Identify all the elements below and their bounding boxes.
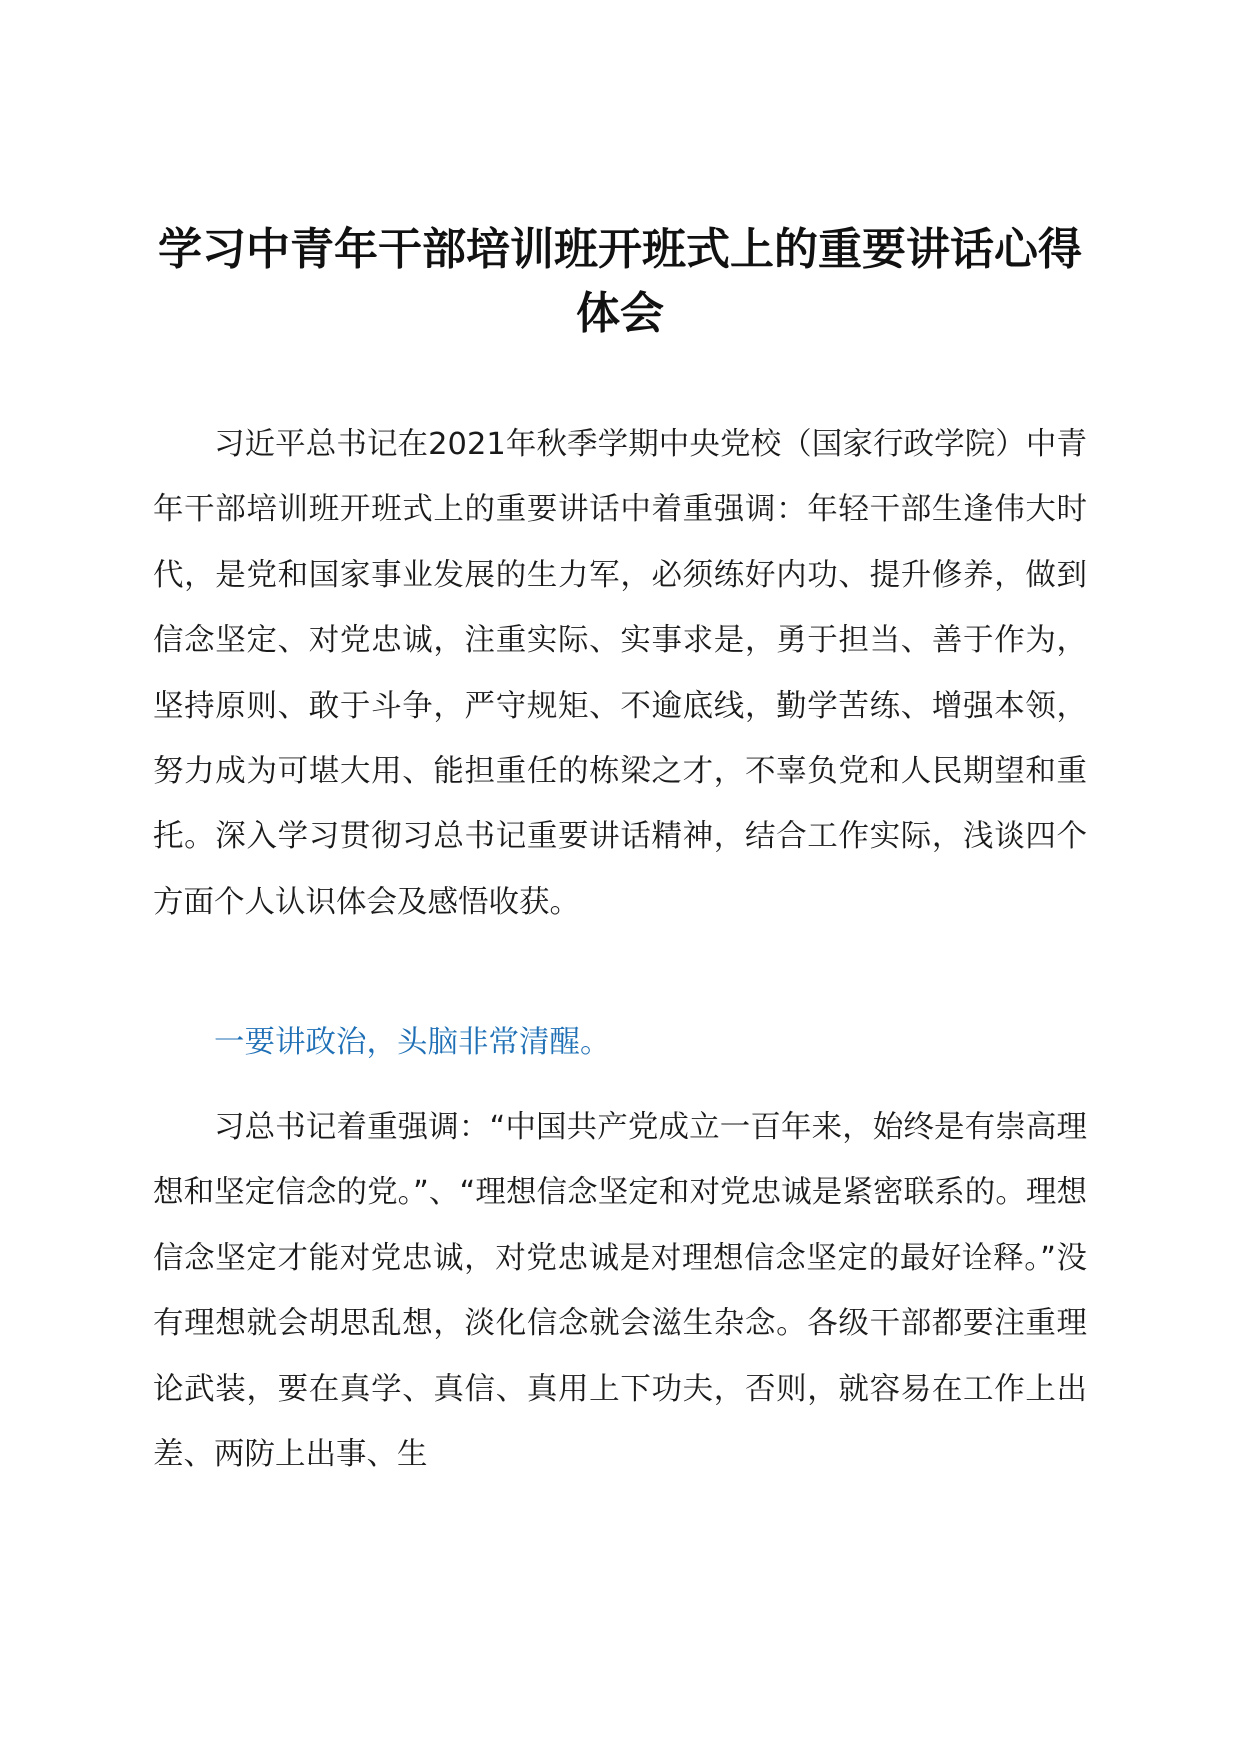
quote-paragraph: 习总书记着重强调：“中国共产党成立一百年来，始终是有崇高理想和坚定信念的党。”、“理想信念坚定和对党忠诚是紧密联系的。理想信念坚定才能对党忠诚，对党忠诚是对理想信念坚定的最好诠释。”没有理想就会胡思乱想，淡化信念就会滋生杂念。各级干部都要注重理论武装，要在真学、真信、真用上下功夫，否则，就容易在工作上出差、两防上出事、生: [153, 1110, 1087, 1473]
document-title: 学习中青年干部培训班开班式上的重要讲话心得体会: [158, 224, 1082, 339]
intro-paragraph: 习近平总书记在2021年秋季学期中央党校（国家行政学院）中青年干部培训班开班式上的重要讲话中着重强调：年轻干部生逢伟大时代，是党和国家事业发展的生力军，必须练好内功、提升修养，做到信念坚定、对党忠诚，注重实际、实事求是，勇于担当、善于作为，坚持原则、敢于斗争，严守规矩、不逾底线，勤学苦练、增强本领，努力成为可堪大用、能担重任的栋梁之才，不辜负党和人民期望和重托。深入学习贯彻习总书记重要讲话精神，结合工作实际，浅谈四个方面个人认识体会及感悟收获。: [153, 427, 1087, 920]
section-heading-politics: 一要讲政治，头脑非常清醒。: [214, 1025, 611, 1060]
